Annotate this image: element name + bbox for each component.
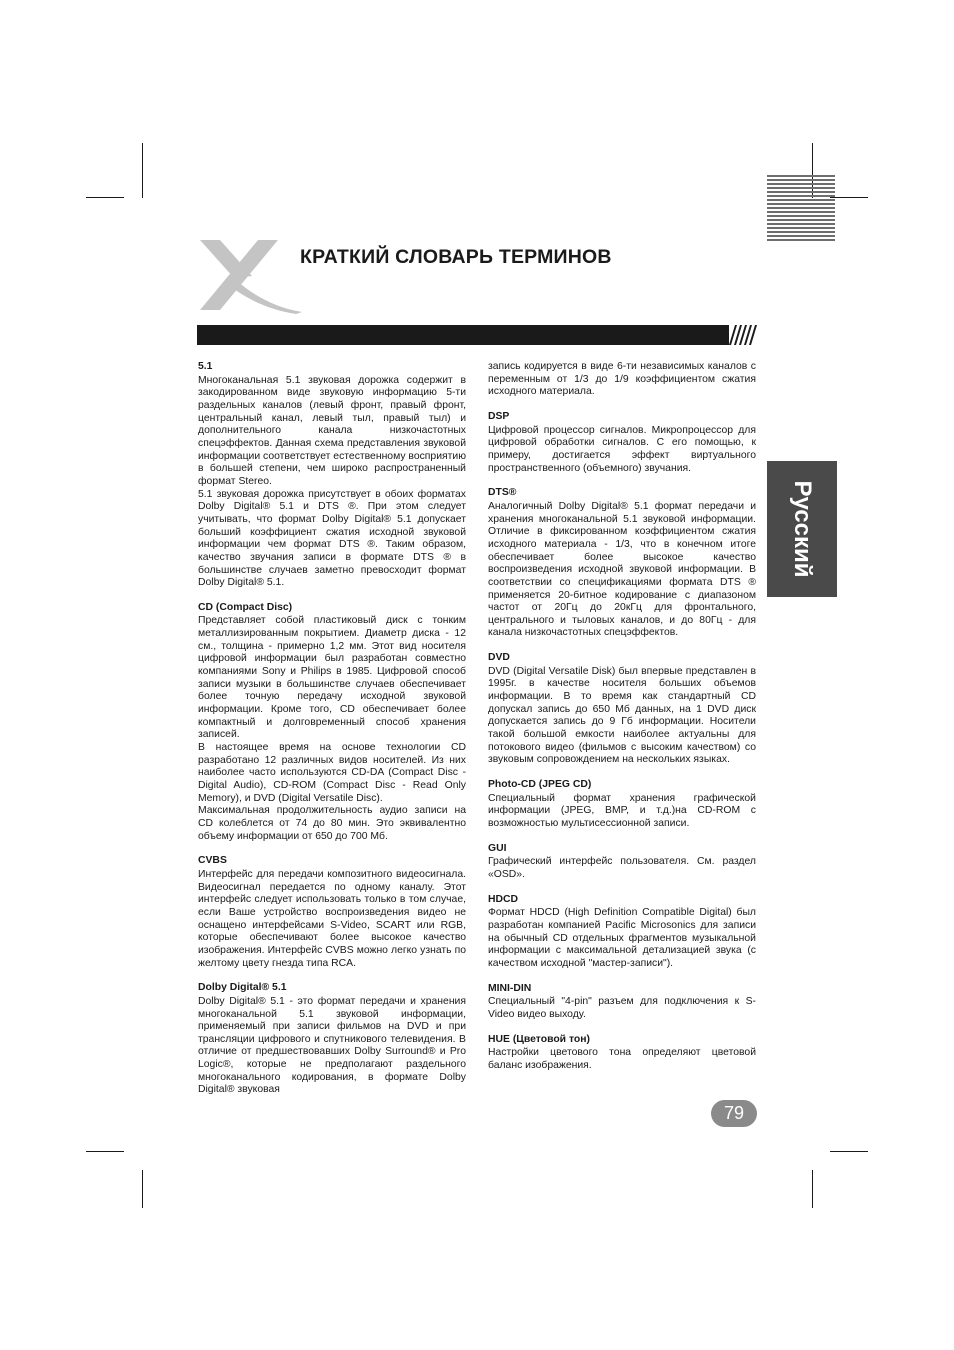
term-text: В настоящее время на основе технологии CD разработано 12 различных видов носителей. Из них наиболее часто используются CD-DA (Compact Disc - Digital Audio), CD-ROM (Compact Disc - Read Only Memory), и DVD (Digital Versatile Disc). xyxy=(198,742,466,804)
term-text: Аналогичный Dolby Digital® 5.1 формат передачи и хранения многоканальной 5.1 звуковой информации. Отличие в фиксированном коэффициентом сжатия исходного материала - 1/3, что в конечном итоге обеспечивает более высокое качество воспроизведения исходной звуковой информации. В соответствии со спецификациями формата DTS ® применяется 20-битное кодирование с диапазоном частот от 20Гц до 20кГц для фронтального, центрального и тыловых каналов, и до 80Гц - для канала низкочастотных спецэффектов. xyxy=(488,500,756,639)
term-heading: MINI-DIN xyxy=(488,982,532,994)
term-heading: 5.1 xyxy=(198,361,213,372)
term-heading: CD (Compact Disc) xyxy=(198,601,293,613)
crop-mark xyxy=(142,143,143,198)
term-text: Максимальная продолжительность аудио записи на CD колеблется от 74 до 80 мин. Это эквивалентно объему информации от 650 до 700 Мб. xyxy=(198,805,466,842)
term-text: 5.1 звуковая дорожка присутствует в обоих форматах Dolby Digital® 5.1 и DTS ®. При этом следует учитывать, что формат Dolby Digital® 5.1 допускает больший коэффициент сжатия исходной звуковой информации чем формат DTS ®. Таким образом, качество звучания записи в формате DTS ® в большинстве случаев заметно превосходит формат Dolby Digital® 5.1. xyxy=(198,488,466,589)
title-bar xyxy=(197,325,757,345)
term-text: Специальный "4-pin" разъем для подключения к S-Video видео выходу. xyxy=(488,996,756,1020)
term-heading: CVBS xyxy=(198,855,227,867)
term-heading: HUE (Цветовой тон) xyxy=(488,1033,590,1045)
crop-mark xyxy=(142,1170,143,1208)
term-text: Многоканальная 5.1 звуковая дорожка содержит в закодированном виде звуковую информацию 5-ти раздельных каналов (левый фронт, правый фронт, центральный канал, левый тыл, правый тыл) и дополнительного канала низкочастотных спецэффектов. Данная схема представления звуковой информации соответствует естественному восприятию в большей степени, чем широко распространенный формат Stereo. xyxy=(198,374,466,487)
term-text: Формат HDCD (High Definition Compatible Digital) был разработан компанией Pacific Microsonics для записи на обычный CD отдельных фрагментов музыкальной информации с максимальной детализацией звука (с качеством исходной "мастер-записи"). xyxy=(488,907,756,969)
right-column xyxy=(488,361,756,1073)
term-text: Цифровой процессор сигналов. Микропроцессор для цифровой обработки сигналов. С его помощью, к примеру, достигается эффект виртуального пространственного (объемного) звучания. xyxy=(488,424,756,474)
term-heading: GUI xyxy=(488,842,507,854)
term-text: Специальный формат хранения графической информации (JPEG, BMP, и т.д.)на CD-ROM с возможностью мультисессионной записи. xyxy=(488,792,756,829)
term-heading: Photo-CD (JPEG CD) xyxy=(488,779,592,791)
term-text: Представляет собой пластиковый диск с тонким металлизированным покрытием. Диаметр диска - 12 см., толщина - примерно 1,2 мм. Этот вид носителя цифровой информации был разработан совместно компаниями Sony и Philips в 1985. Цифровой способ записи музыки в большинстве случаев обеспечивает более точную передачу исходной звуковой информации. Кроме того, CD обеспечивает более компактный и долговременный способ хранения записей. xyxy=(198,615,466,741)
term-heading: DTS® xyxy=(488,487,517,499)
x-logo-icon xyxy=(196,238,302,314)
language-tab xyxy=(767,461,837,597)
crop-mark xyxy=(86,197,124,198)
language-tab-label: Русский xyxy=(789,480,816,578)
crop-mark xyxy=(830,1151,868,1152)
page-title: КРАТКИЙ СЛОВАРЬ ТЕРМИНОВ xyxy=(300,246,612,268)
term-text-continued: запись кодируется в виде 6-ти независимых каналов с переменным от 1/3 до 1/9 коэффициентом сжатия исходного материала. xyxy=(488,361,756,398)
term-heading: Dolby Digital® 5.1 xyxy=(198,982,287,994)
crop-mark xyxy=(830,197,868,198)
crop-mark xyxy=(812,1170,813,1208)
term-text: Графический интерфейс пользователя. См. раздел «OSD». xyxy=(488,856,756,880)
term-text: DVD (Digital Versatile Disk) был впервые представлен в 1995г. в качестве носителя больших объемов информации. В то время как стандартный CD допускал запись до 650 Мб данных, на 1 DVD диск допускается запись до 9 Гб информации. Носители такой большой емкости наиболее актуальны для потокового видео (фильмов с высоким качеством) со звуковым сопровождением на нескольких языках. xyxy=(488,665,756,766)
crop-mark xyxy=(86,1151,124,1152)
page-number: 79 xyxy=(711,1100,757,1127)
term-text: Dolby Digital® 5.1 - это формат передачи и хранения многоканальной 5.1 звуковой информации, применяемый при записи фильмов на DVD и при трансляции цифрового и спутникового телевидения. В отличие от предшествовавших Dolby Surround® и Pro Logic®, которые не предполагают раздельного многоканального кодирования, в формате Dolby Digital® звуковая xyxy=(198,995,466,1096)
term-heading: DSP xyxy=(488,410,510,422)
term-text: Настройки цветового тона определяют цветовой баланс изображения. xyxy=(488,1047,756,1071)
decorative-stripes xyxy=(767,175,835,241)
left-column xyxy=(198,361,466,1097)
term-text: Интерфейс для передачи композитного видеосигнала. Видеосигнал передается по одному каналу. Этот интерфейс следует использовать только в том случае, если Ваше устройство воспроизведения видео не оснащено интерфейсами S-Video, SCART или RGB, которые обеспечивают более высокое качество изображения. Интерфейс CVBS можно легко узнать по желтому цвету гнезда типа RCA. xyxy=(198,868,466,969)
term-heading: DVD xyxy=(488,652,510,664)
term-heading: HDCD xyxy=(488,893,519,905)
